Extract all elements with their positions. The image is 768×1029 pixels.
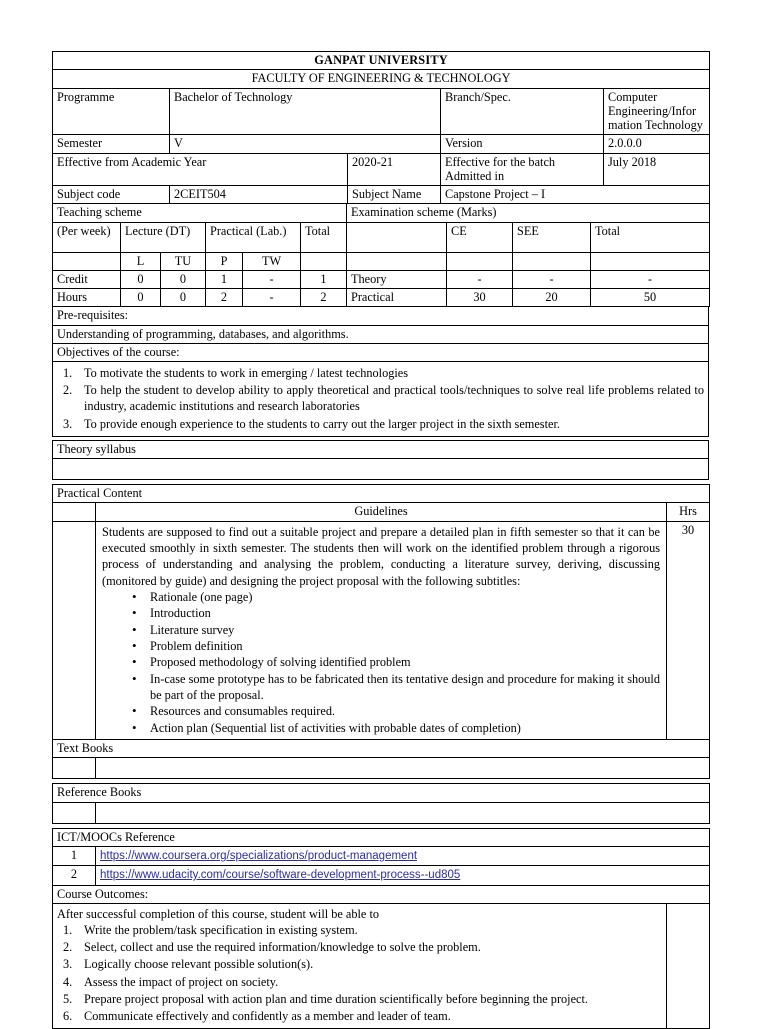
ict-mooc-link-cell[interactable] [96,866,710,885]
bullet-icon: • [132,702,137,719]
text-books-header: Text Books [53,740,710,758]
practical-header-row [53,485,710,503]
course-outcomes-intro: After successful completion of this course, student will be able to [57,906,660,922]
course-outcomes-header-row [53,885,710,903]
ict-moocs-header-row [53,828,710,846]
scheme-blank-1 [53,252,121,270]
guideline-bullet [102,622,660,638]
objective-text: To help the student to develop ability to apply theoretical and practical tools/techniques to solve real life problems related to industry, academic institutions and research laboratories [84,383,704,413]
bullet-icon: • [132,621,137,638]
ict-mooc-link[interactable]: https://www.udacity.com/course/software-development-process--ud805 [100,869,460,881]
practical-hrs-value: 30 [667,521,710,739]
scheme-blank-4 [447,252,513,270]
hours-total: 2 [301,289,347,307]
subject-name-label: Subject Name [348,186,441,204]
hours-row [53,289,710,307]
hrs-col-header: Hrs [667,503,710,521]
theory-syllabus-header-row [53,440,709,458]
guideline-bullet-text: Introduction [150,606,211,620]
university-title-row [53,52,710,70]
bullet-icon: • [132,588,137,605]
theory-total: - [591,270,710,288]
bullet-icon: • [132,604,137,621]
practical-see: 20 [513,289,591,307]
guideline-bullet [102,671,660,704]
ict-mooc-link[interactable]: https://www.coursera.org/specializations/product-management [100,850,417,862]
practical-content-header: Practical Content [53,485,710,503]
objectives-list-cell [53,362,709,437]
reference-book-value [96,802,710,823]
teaching-total-label: Total [301,222,347,252]
sub-tw-label: TW [243,252,301,270]
university-title: GANPAT UNIVERSITY [53,52,710,70]
outcome-text: Communicate effectively and confidently as a member and leader of team. [84,1009,451,1023]
effective-row [53,153,710,186]
prerequisites-text: Understanding of programming, databases, and algorithms. [53,325,709,343]
course-outcome-item [57,974,660,990]
guideline-bullet-text: Problem definition [150,639,243,653]
practical-col-header-row [53,503,710,521]
faculty-title: FACULTY OF ENGINEERING & TECHNOLOGY [53,70,710,88]
guideline-bullet-text: Proposed methodology of solving identified problem [150,655,411,669]
bullet-icon: • [132,670,137,687]
reference-books-table [52,783,710,823]
course-outcomes-cell [53,903,667,1029]
hours-tu: 0 [161,289,206,307]
outcome-marker: 4. [63,974,81,990]
outcome-marker: 6. [63,1008,81,1024]
semester-value: V [170,135,441,153]
reference-books-header-row [53,784,710,802]
programme-value: Bachelor of Technology [170,88,441,135]
prerequisites-header-row [53,307,709,325]
course-outcomes-list [57,922,660,1024]
theory-ce: - [447,270,513,288]
practical-num-col-header [53,503,96,521]
outcome-text: Logically choose relevant possible solution(s). [84,957,313,971]
scheme-sublabels-row [53,252,710,270]
theory-syllabus-body-row [53,459,709,480]
outcome-text: Write the problem/task specification in existing system. [84,923,358,937]
guideline-bullet-text: In-case some prototype has to be fabricated then its tentative design and procedure for making it should be part of the proposal. [150,672,660,702]
ict-moocs-table [52,828,710,886]
prerequisites-header: Pre-requisites: [53,307,709,325]
objective-text: To motivate the students to work in emerging / latest technologies [84,366,408,380]
text-book-value [96,758,710,779]
reference-books-header: Reference Books [53,784,710,802]
exam-blank-cell [347,222,447,252]
objectives-list [57,365,704,432]
text-books-table [52,739,710,779]
version-value: 2.0.0.0 [604,135,710,153]
subject-row [53,186,710,204]
credit-row [53,270,710,288]
outcome-marker: 3. [63,956,81,972]
exam-scheme-header: Examination scheme (Marks) [347,204,710,222]
ce-label: CE [447,222,513,252]
objective-marker: 1. [63,365,81,381]
objectives-header: Objectives of the course: [53,343,709,361]
course-outcome-item [57,922,660,938]
guideline-bullet [102,720,660,736]
outcome-marker: 5. [63,991,81,1007]
theory-see: - [513,270,591,288]
theory-label: Theory [347,270,447,288]
objective-text: To provide enough experience to the students to carry out the larger project in the sixth semester. [84,417,560,431]
practical-exam-label: Practical [347,289,447,307]
practical-ce: 30 [447,289,513,307]
theory-syllabus-table [52,440,709,480]
ict-mooc-num: 2 [53,866,96,885]
prerequisites-body-row [53,325,709,343]
practical-body-row [53,521,710,739]
objectives-header-row [53,343,709,361]
guidelines-bullets [102,589,660,736]
course-outcomes-header: Course Outcomes: [53,885,710,903]
ict-moocs-row [53,866,710,885]
text-books-row [53,758,710,779]
effective-batch-label: Effective for the batch Admitted in [441,153,604,186]
subject-code-label: Subject code [53,186,170,204]
guideline-bullet-text: Resources and consumables required. [150,704,335,718]
ict-mooc-link-cell[interactable] [96,846,710,865]
guidelines-paragraph: Students are supposed to find out a suitable project and prepare a detailed plan in fifth semester so that it can be executed smoothly in sixth semester. The students then will work on the identified problem through a rigorous process of understanding and analysing the problem, conducting a literature survey, deriving, discussing (monitored by guide) and designing the project proposal with the following subtitles: [102,524,660,589]
sub-tu-label: TU [161,252,206,270]
hours-tw: - [243,289,301,307]
branch-label: Branch/Spec. [441,88,604,135]
credit-tw: - [243,270,301,288]
practical-content-table [52,484,710,740]
sub-p-label: P [206,252,243,270]
theory-syllabus-body [53,459,709,480]
credit-tu: 0 [161,270,206,288]
scheme-subheader-row [53,222,710,252]
outcome-text: Prepare project proposal with action plan and time duration scientifically before beginning the project. [84,992,588,1006]
semester-label: Semester [53,135,170,153]
subject-code-value: 2CEIT504 [170,186,348,204]
ict-mooc-num: 1 [53,846,96,865]
syllabus-document [52,51,709,1029]
objective-marker: 2. [63,382,81,398]
version-label: Version [441,135,604,153]
see-label: SEE [513,222,591,252]
text-book-num [53,758,96,779]
subject-name-value: Capstone Project – I [441,186,710,204]
programme-row [53,88,710,135]
practical-label: Practical (Lab.) [206,222,301,252]
guideline-bullet-text: Rationale (one page) [150,590,252,604]
teaching-scheme-header: Teaching scheme [53,204,347,222]
bullet-icon: • [132,719,137,736]
objectives-body-row [53,362,709,437]
guideline-bullet-text: Literature survey [150,623,234,637]
scheme-blank-2 [301,252,347,270]
objective-item [57,416,704,432]
hours-l: 0 [121,289,161,307]
outcome-marker: 1. [63,922,81,938]
objectives-table [52,343,709,437]
faculty-title-row [53,70,710,88]
exam-total-label: Total [591,222,710,252]
credit-total: 1 [301,270,347,288]
course-outcomes-side-cell [667,903,710,1029]
bullet-icon: • [132,637,137,654]
practical-num-cell [53,521,96,739]
guideline-bullet [102,589,660,605]
prerequisites-table [52,306,709,344]
course-outcomes-table [52,885,710,1029]
guideline-bullet-text: Action plan (Sequential list of activities with probable dates of completion) [150,721,521,735]
scheme-table [52,203,710,307]
scheme-header-row [53,204,710,222]
course-outcome-item [57,956,660,972]
course-outcomes-body-row [53,903,710,1029]
scheme-blank-6 [591,252,710,270]
reference-books-row [53,802,710,823]
credit-p: 1 [206,270,243,288]
guideline-bullet [102,605,660,621]
effective-batch-value: July 2018 [604,153,710,186]
hours-label: Hours [53,289,121,307]
per-week-label: (Per week) [53,222,121,252]
header-table [52,51,710,204]
course-outcome-item [57,1008,660,1024]
hours-p: 2 [206,289,243,307]
semester-row [53,135,710,153]
guideline-bullet [102,654,660,670]
outcome-text: Assess the impact of project on society. [84,975,278,989]
bullet-icon: • [132,653,137,670]
objective-item [57,365,704,381]
reference-book-num [53,802,96,823]
outcome-text: Select, collect and use the required information/knowledge to solve the problem. [84,940,481,954]
branch-value: Computer Engineering/Information Technology [604,88,710,135]
course-outcome-item [57,991,660,1007]
theory-syllabus-header: Theory syllabus [53,440,709,458]
objective-marker: 3. [63,416,81,432]
text-books-header-row [53,740,710,758]
guidelines-cell [96,521,667,739]
lecture-label: Lecture (DT) [121,222,206,252]
scheme-blank-3 [347,252,447,270]
effective-year-value: 2020-21 [348,153,441,186]
practical-total: 50 [591,289,710,307]
guideline-bullet [102,703,660,719]
effective-year-label: Effective from Academic Year [53,153,348,186]
outcome-marker: 2. [63,939,81,955]
credit-l: 0 [121,270,161,288]
ict-moocs-header: ICT/MOOCs Reference [53,828,710,846]
guideline-bullet [102,638,660,654]
programme-label: Programme [53,88,170,135]
guidelines-col-header: Guidelines [96,503,667,521]
credit-label: Credit [53,270,121,288]
sub-l-label: L [121,252,161,270]
ict-moocs-row [53,846,710,865]
course-outcome-item [57,939,660,955]
objective-item [57,382,704,414]
scheme-blank-5 [513,252,591,270]
